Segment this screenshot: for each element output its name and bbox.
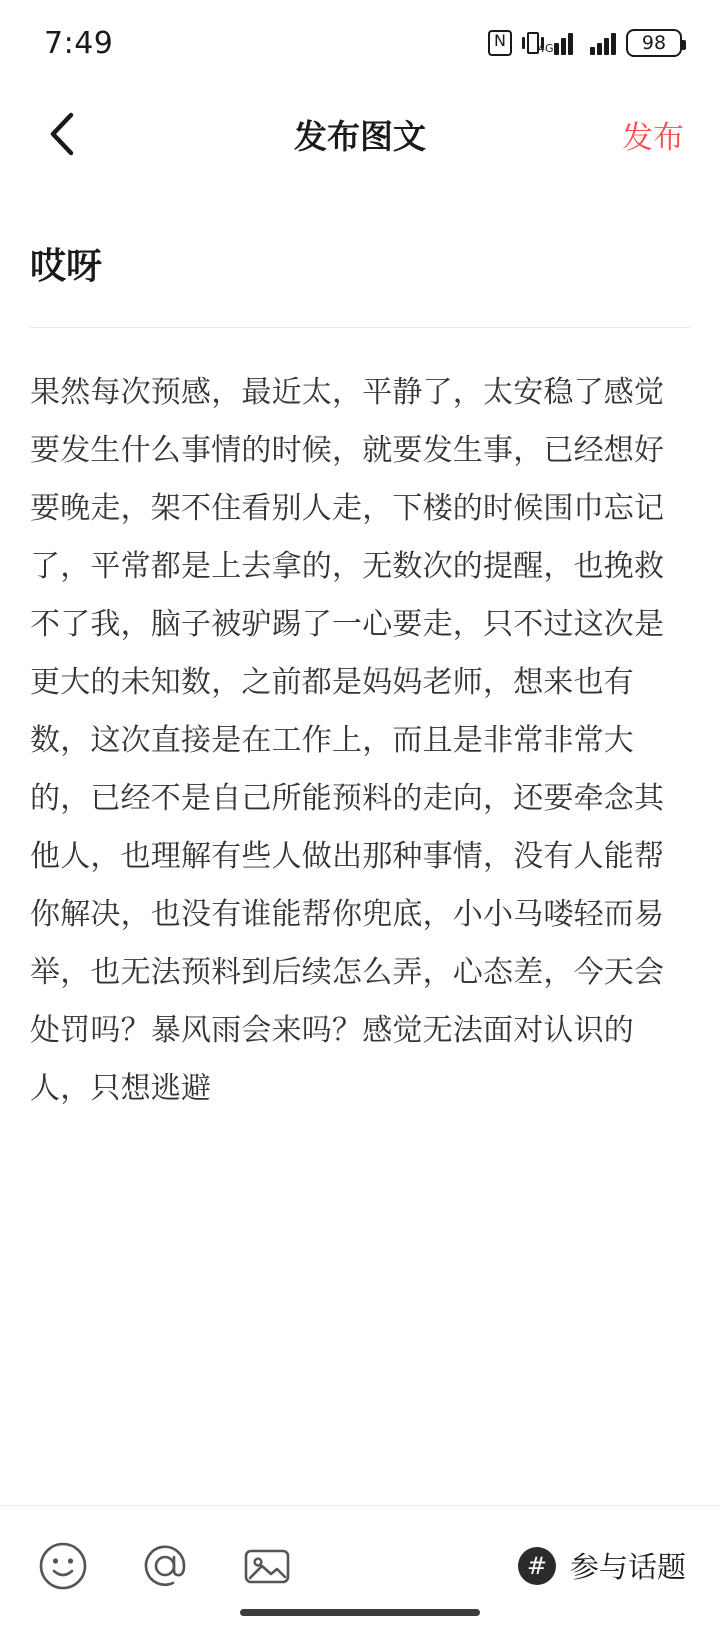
home-bar[interactable] (240, 1609, 480, 1616)
join-topic-button[interactable] (518, 1545, 686, 1586)
status-icons (488, 29, 682, 57)
network-type-label: 4G (538, 42, 554, 55)
battery-level: 98 (641, 32, 667, 54)
publish-button[interactable]: 发布 (622, 119, 684, 155)
title-input[interactable]: 哎呀 (30, 245, 103, 286)
status-bar (0, 0, 720, 86)
nfc-icon (488, 30, 512, 56)
status-time: 7:49 (44, 25, 114, 61)
editor-area (0, 182, 720, 1505)
join-topic-label: 参与话题 (569, 1552, 686, 1584)
page-title: 发布图文 (294, 117, 426, 155)
mention-icon[interactable] (136, 1537, 194, 1595)
body-input[interactable]: 果然每次预感，最近太，平静了，太安稳了感觉要发生什么事情的时候，就要发生事，已经想好要晚走，架不住看别人走，下楼的时候围巾忘记了，平常都是上去拿的，无数次的提醒，也挽救不了我，脑子被驴踢了一心要走，只不过这次是更大的未知数，之前都是妈妈老师，想来也有数，这次直接是在工作上，而且是非常非常大的，已经不是自己所能预料的走向，还要牵念其他人，也理解有些人做出那种事情，没有人能帮你解决，也没有谁能帮你兜底，小小马喽轻而易举，也无法预料到后续怎么弄，心态差，今天会处罚吗？暴风雨会来吗？感觉无法面对认识的人，只想逃避 (30, 376, 665, 1106)
vibrate-wave-left (522, 37, 525, 49)
battery-icon (626, 29, 682, 57)
signal-icon-2 (590, 31, 616, 55)
home-indicator (0, 1599, 720, 1625)
back-button[interactable] (36, 108, 88, 160)
tool-icon-group (34, 1537, 296, 1595)
image-icon[interactable] (238, 1537, 296, 1595)
nav-bar (0, 86, 720, 182)
emoji-icon[interactable] (34, 1537, 92, 1595)
chevron-left-icon (47, 110, 77, 158)
hash-icon: # (518, 1547, 556, 1585)
signal-icon-1 (538, 31, 580, 55)
